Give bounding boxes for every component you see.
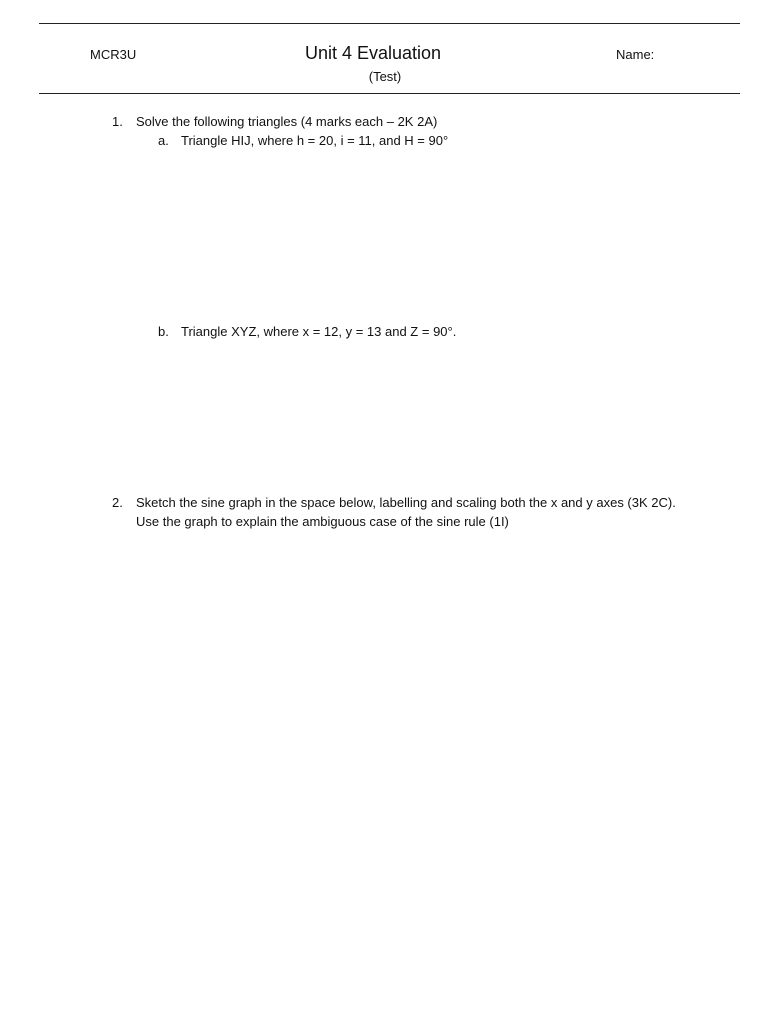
question-1-text: Solve the following triangles (4 marks each – 2K 2A) (136, 114, 438, 129)
question-2-text: Sketch the sine graph in the space below, labelling and scaling both the x and y axes (3K 2C). Use the graph to explain the ambiguous case of the sine rule (1I) (136, 495, 676, 529)
page-subtitle: (Test) (368, 69, 402, 84)
question-1a-text: Triangle HIJ, where h = 20, i = 11, and H = 90° (181, 133, 449, 148)
question-1b-letter: b. (158, 324, 169, 339)
course-code: MCR3U (90, 47, 137, 62)
question-2-number: 2. (112, 495, 123, 510)
header-top-rule (39, 23, 740, 24)
name-label: Name: (616, 47, 655, 62)
question-1-number: 1. (112, 114, 123, 129)
question-1a-letter: a. (158, 133, 169, 148)
question-1b-text: Triangle XYZ, where x = 12, y = 13 and Z = 90°. (181, 324, 457, 339)
page-title: Unit 4 Evaluation (304, 43, 442, 63)
header-bottom-rule (39, 93, 740, 94)
